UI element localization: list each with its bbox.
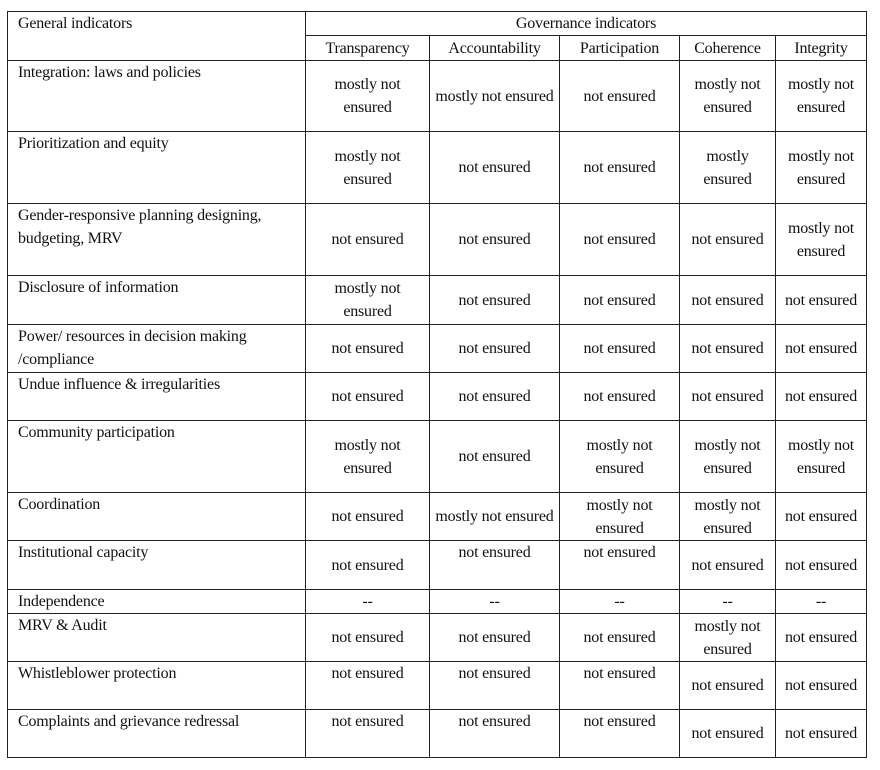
governance-indicators-table [7, 11, 867, 758]
rating-cell: not ensured [430, 325, 560, 373]
rating-cell: -- [560, 590, 680, 614]
general-indicator-cell: Coordination [8, 493, 306, 541]
rating-cell: not ensured [306, 541, 430, 590]
rating-cell: not ensured [776, 276, 867, 325]
governance-indicators-header: Governance indicators [306, 12, 867, 36]
table-row [8, 493, 867, 541]
table-row [8, 276, 867, 325]
rating-cell: mostly not ensured [306, 276, 430, 325]
table-row [8, 132, 867, 204]
rating-cell: not ensured [680, 662, 776, 710]
table-row [8, 614, 867, 662]
rating-cell: not ensured [776, 710, 867, 758]
general-indicator-cell: Gender-responsive planning designing, budgeting, MRV [8, 204, 306, 276]
rating-cell: -- [680, 590, 776, 614]
table-row [8, 61, 867, 132]
rating-cell: mostly not ensured [430, 61, 560, 132]
general-indicator-cell: Power/ resources in decision making /compliance [8, 325, 306, 373]
rating-cell: -- [430, 590, 560, 614]
general-indicator-cell: Integration: laws and policies [8, 61, 306, 132]
general-indicator-cell: Independence [8, 590, 306, 614]
table-row [8, 325, 867, 373]
rating-cell: -- [776, 590, 867, 614]
column-header-accountability: Accountability [430, 36, 560, 61]
rating-cell: not ensured [776, 541, 867, 590]
rating-cell: mostly not ensured [776, 61, 867, 132]
general-indicator-cell: Undue influence & irregularities [8, 373, 306, 421]
general-indicator-cell: Whistleblower protection [8, 662, 306, 710]
rating-cell: not ensured [680, 373, 776, 421]
table-row [8, 204, 867, 276]
table-row [8, 541, 867, 590]
rating-cell: not ensured [430, 710, 560, 758]
table-row [8, 590, 867, 614]
rating-cell: not ensured [430, 662, 560, 710]
rating-cell: mostly ensured [680, 132, 776, 204]
rating-cell: not ensured [430, 614, 560, 662]
general-indicator-cell: Complaints and grievance redressal [8, 710, 306, 758]
rating-cell: not ensured [776, 325, 867, 373]
rating-cell: not ensured [306, 204, 430, 276]
rating-cell: not ensured [560, 541, 680, 590]
rating-cell: not ensured [680, 325, 776, 373]
rating-cell: not ensured [430, 276, 560, 325]
general-indicator-cell: MRV & Audit [8, 614, 306, 662]
column-header-coherence: Coherence [680, 36, 776, 61]
rating-cell: not ensured [560, 61, 680, 132]
rating-cell: not ensured [680, 541, 776, 590]
general-indicators-header: General indicators [8, 12, 306, 61]
rating-cell: mostly not ensured [776, 132, 867, 204]
rating-cell: not ensured [560, 710, 680, 758]
rating-cell: not ensured [306, 710, 430, 758]
rating-cell: not ensured [776, 662, 867, 710]
rating-cell: mostly not ensured [776, 421, 867, 493]
rating-cell: not ensured [776, 373, 867, 421]
rating-cell: mostly not ensured [680, 493, 776, 541]
rating-cell: mostly not ensured [306, 421, 430, 493]
rating-cell: not ensured [560, 662, 680, 710]
rating-cell: not ensured [560, 204, 680, 276]
rating-cell: not ensured [560, 276, 680, 325]
rating-cell: not ensured [306, 493, 430, 541]
general-indicator-cell: Prioritization and equity [8, 132, 306, 204]
rating-cell: -- [306, 590, 430, 614]
rating-cell: not ensured [776, 614, 867, 662]
rating-cell: not ensured [430, 204, 560, 276]
rating-cell: not ensured [306, 373, 430, 421]
rating-cell: not ensured [306, 325, 430, 373]
rating-cell: mostly not ensured [430, 493, 560, 541]
table-row [8, 373, 867, 421]
rating-cell: not ensured [680, 276, 776, 325]
rating-cell: mostly not ensured [306, 132, 430, 204]
column-header-participation: Participation [560, 36, 680, 61]
column-header-transparency: Transparency [306, 36, 430, 61]
rating-cell: not ensured [560, 614, 680, 662]
rating-cell: not ensured [560, 325, 680, 373]
rating-cell: not ensured [776, 493, 867, 541]
rating-cell: mostly not ensured [680, 614, 776, 662]
table-row [8, 710, 867, 758]
rating-cell: not ensured [560, 132, 680, 204]
rating-cell: mostly not ensured [560, 421, 680, 493]
table-row [8, 421, 867, 493]
rating-cell: not ensured [306, 662, 430, 710]
rating-cell: not ensured [680, 710, 776, 758]
rating-cell: not ensured [430, 373, 560, 421]
rating-cell: not ensured [306, 614, 430, 662]
rating-cell: not ensured [680, 204, 776, 276]
general-indicator-cell: Disclosure of information [8, 276, 306, 325]
rating-cell: mostly not ensured [306, 61, 430, 132]
rating-cell: not ensured [560, 373, 680, 421]
rating-cell: not ensured [430, 132, 560, 204]
rating-cell: mostly not ensured [680, 421, 776, 493]
rating-cell: not ensured [430, 541, 560, 590]
rating-cell: mostly not ensured [680, 61, 776, 132]
column-header-integrity: Integrity [776, 36, 867, 61]
rating-cell: mostly not ensured [560, 493, 680, 541]
general-indicator-cell: Community participation [8, 421, 306, 493]
rating-cell: not ensured [430, 421, 560, 493]
rating-cell: mostly not ensured [776, 204, 867, 276]
table-row [8, 662, 867, 710]
general-indicator-cell: Institutional capacity [8, 541, 306, 590]
